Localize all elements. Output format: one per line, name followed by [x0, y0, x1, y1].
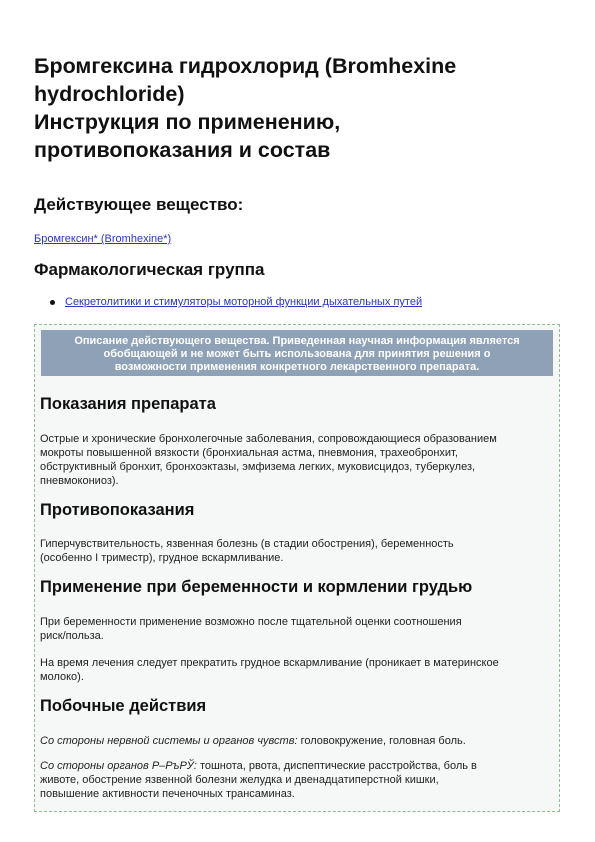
- gi-label: Со стороны органов Р–РъРЎ:: [40, 760, 197, 772]
- side-effects-gi-line: [40, 759, 555, 773]
- pregnancy-line: молоко).: [40, 671, 84, 683]
- title-line-4: противопоказания и состав: [34, 138, 331, 162]
- pregnancy-text-2: [40, 656, 555, 684]
- pregnancy-text-1: [40, 615, 555, 643]
- notice-line-3: возможности применения конкретного лекарственного препарата.: [114, 361, 480, 373]
- pregnancy-heading: Применение при беременности и кормлении грудью: [40, 578, 473, 596]
- title-line-3: Инструкция по применению,: [34, 110, 341, 134]
- gi-text-3: повышение активности печеночных трансаминаз.: [40, 788, 295, 800]
- nervous-system-text: головокружение, головная боль.: [297, 735, 466, 747]
- indications-line: обструктивный бронхит, бронхоэктазы, эмфизема легких, муковисцидоз, туберкулез,: [40, 461, 476, 473]
- pharm-group-item-label: Секретолитики и стимуляторы моторной функции дыхательных путей: [65, 296, 423, 308]
- title-line-2: hydrochloride): [34, 82, 185, 106]
- contraindications-line: Гиперчувствительность, язвенная болезнь (в стадии обострения), беременность: [40, 538, 454, 550]
- indications-line: мокроты повышенной вязкости (бронхиальная астма, пневмония, трахеобронхит,: [40, 447, 458, 459]
- active-substance-link[interactable]: Бромгексин* (Bromhexine*): [34, 233, 172, 245]
- active-substance-heading: Действующее вещество:: [34, 195, 244, 214]
- side-effects-gi: [40, 759, 555, 801]
- indications-text: [40, 432, 555, 488]
- gi-text-1: тошнота, рвота, диспептические расстройства, боль в: [196, 760, 477, 772]
- pharm-group-list: [50, 296, 422, 308]
- side-effects-nervous: [40, 734, 555, 748]
- pregnancy-line: риск/польза.: [40, 630, 104, 642]
- indications-line: пневмокониоз).: [40, 475, 119, 487]
- side-effects-heading: Побочные действия: [40, 697, 207, 715]
- side-effects-nervous-line: [40, 734, 555, 748]
- contraindications-text: [40, 537, 555, 565]
- pharm-group-item-link[interactable]: [50, 296, 422, 308]
- notice-line-2: обобщающей и не может быть использована для принятия решения о: [103, 348, 491, 360]
- bullet-icon: [50, 300, 55, 305]
- nervous-system-label: Со стороны нервной системы и органов чувств:: [40, 735, 298, 747]
- gi-text-2: животе, обострение язвенной болезни желудка и двенадцатиперстной кишки,: [40, 774, 439, 786]
- pregnancy-line: На время лечения следует прекратить грудное вскармливание (проникает в материнское: [40, 657, 499, 669]
- indications-line: Острые и хронические бронхолегочные заболевания, сопровождающиеся образованием: [40, 433, 497, 445]
- notice-banner: [41, 330, 553, 376]
- title-line-1: Бромгексина гидрохлорид (Bromhexine: [34, 54, 457, 78]
- contraindications-line: (особенно I триместр), грудное вскармливание.: [40, 552, 284, 564]
- pregnancy-line: При беременности применение возможно после тщательной оценки соотношения: [40, 616, 462, 628]
- contraindications-heading: Противопоказания: [40, 501, 195, 519]
- notice-line-1: Описание действующего вещества. Приведенная научная информация является: [74, 335, 520, 347]
- page-title: [34, 52, 574, 164]
- pharm-group-heading: Фармакологическая группа: [34, 260, 265, 279]
- indications-heading: Показания препарата: [40, 395, 216, 413]
- substance-info-box: [34, 324, 560, 812]
